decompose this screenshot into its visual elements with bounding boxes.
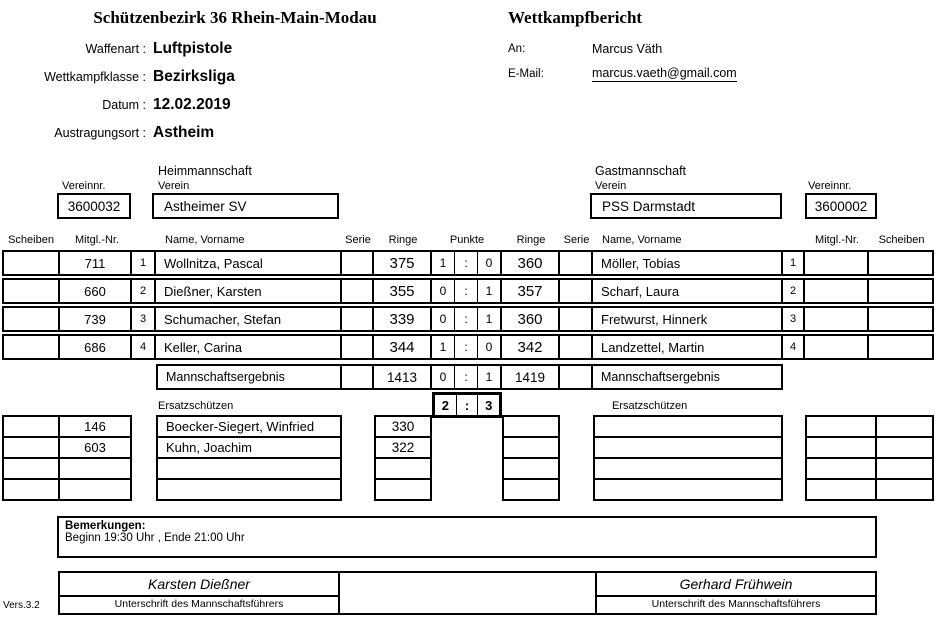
col-guest-mitgl: Mitgl.-Nr. [815,234,859,246]
punkte-separator: : [454,308,477,330]
punkte-cell [430,306,502,332]
guest-sub-id-table [805,415,934,501]
home-position: 3 [130,306,156,332]
guest-substitutes-label: Ersatzschützen [612,400,688,412]
sub-row [2,415,132,438]
sub-name-cell [593,478,783,501]
match-row-4 [2,334,934,360]
sub-member-no [58,457,132,480]
sub-scheiben-cell [875,478,934,501]
home-signature-box [58,571,340,615]
home-sub-ringe-table [374,415,432,501]
punkte-cell [430,334,502,360]
field-waffenart [0,38,232,60]
home-signature-caption: Unterschrift des Mannschaftsführers [60,595,338,613]
home-result-ringe: 1413 [372,364,432,390]
sub-name-cell [593,415,783,438]
punkte-separator: : [454,280,477,302]
match-row-1 [2,250,934,276]
home-serie-cell [340,334,374,360]
guest-scheiben-cell [867,306,934,332]
sub-member-cell [805,478,877,501]
home-ringe: 355 [372,278,432,304]
punkte-guest: 1 [477,280,500,302]
guest-vereinnr-label: Vereinnr. [808,180,852,192]
home-position: 1 [130,250,156,276]
punkte-cell [430,278,502,304]
team-result-row [156,364,783,390]
sub-ringe [374,478,432,501]
home-signature-name: Karsten Dießner [148,576,250,592]
sub-row [2,478,132,501]
remarks-box [57,516,877,558]
total-home: 2 [441,397,449,413]
guest-serie-cell [558,334,593,360]
punkte-separator: : [454,252,477,274]
guest-scheiben-cell [867,334,934,360]
home-result-label: Mannschaftsergebnis [156,364,342,390]
home-result-serie-cell [340,364,374,390]
col-guest-name: Name, Vorname [602,234,682,246]
datum-label: Datum : [102,98,146,112]
total-separator: : [456,395,478,415]
guest-section-label: Gastmannschaft [595,164,687,178]
home-ringe: 339 [372,306,432,332]
sub-ringe: 330 [374,415,432,438]
sub-ringe [374,457,432,480]
match-row-2 [2,278,934,304]
home-scheiben-cell [2,334,60,360]
guest-result-serie-cell [558,364,593,390]
field-wettkampfklasse [0,66,235,88]
sub-row [2,436,132,459]
total-score-box [432,392,502,418]
wettkampfklasse-value: Bezirksliga [153,68,235,85]
col-home-ringe: Ringe [388,234,418,246]
result-punkte-guest: 1 [477,366,500,388]
austragungsort-value: Astheim [153,124,215,141]
an-value: Marcus Väth [592,42,663,56]
guest-position: 4 [781,334,805,360]
sub-name-cell [593,457,783,480]
home-verein-box: Astheimer SV [152,193,339,219]
guest-shooter-name: Scharf, Laura [591,278,783,304]
home-serie-cell [340,306,374,332]
guest-member-cell [803,306,869,332]
guest-position: 2 [781,278,805,304]
home-verein-label: Verein [158,180,190,192]
sub-member-cell [805,415,877,438]
col-guest-ringe: Ringe [516,234,546,246]
sub-member-no: 146 [58,415,132,438]
sub-name-cell [593,436,783,459]
home-ringe: 375 [372,250,432,276]
guest-member-cell [803,250,869,276]
home-shooter-name: Keller, Carina [154,334,342,360]
sub-scheiben-cell [875,457,934,480]
sub-ringe-cell [502,478,560,501]
home-member-no: 686 [58,334,132,360]
punkte-cell [430,250,502,276]
remarks-label: Bemerkungen: [65,520,146,532]
guest-position: 3 [781,306,805,332]
home-member-no: 739 [58,306,132,332]
punkte-home: 1 [439,256,447,270]
col-home-serie: Serie [345,234,371,246]
punkte-home: 1 [439,340,447,354]
waffenart-value: Luftpistole [153,40,233,57]
result-punkte-home: 0 [439,370,447,384]
home-position: 2 [130,278,156,304]
sub-scheiben-cell [2,457,60,480]
col-punkte: Punkte [449,234,485,246]
home-vereinnr-label: Vereinnr. [62,180,106,192]
punkte-separator: : [454,336,477,358]
datum-value: 12.02.2019 [153,96,231,113]
total-guest: 3 [477,395,499,415]
guest-shooter-name: Landzettel, Martin [591,334,783,360]
guest-verein-label: Verein [595,180,627,192]
col-guest-scheiben: Scheiben [878,234,925,246]
guest-ringe: 360 [500,250,560,276]
an-label: An: [508,43,526,55]
guest-signature-box [595,571,877,615]
guest-scheiben-cell [867,250,934,276]
guest-result-label: Mannschaftsergebnis [591,364,783,390]
guest-shooter-name: Möller, Tobias [591,250,783,276]
guest-verein-box: PSS Darmstadt [590,193,782,219]
home-scheiben-cell [2,250,60,276]
email-label: E-Mail: [508,68,544,80]
guest-result-ringe: 1419 [500,364,560,390]
home-scheiben-cell [2,306,60,332]
sub-member-no [58,478,132,501]
guest-scheiben-cell [867,278,934,304]
email-link[interactable]: marcus.vaeth@gmail.com [592,66,737,80]
punkte-home: 0 [439,284,447,298]
field-datum [0,94,231,116]
sub-member-cell [805,436,877,459]
home-vereinnr-box: 3600032 [57,193,131,219]
home-member-no: 711 [58,250,132,276]
report-title: Wettkampfbericht [508,8,643,27]
sub-member-cell [805,457,877,480]
match-row-3 [2,306,934,332]
home-position: 4 [130,334,156,360]
sub-ringe-cell [502,457,560,480]
guest-ringe: 342 [500,334,560,360]
home-sub-id-table [2,415,132,501]
punkte-guest: 0 [477,336,500,358]
result-punkte-separator: : [454,366,477,388]
home-serie-cell [340,250,374,276]
guest-signature-caption: Unterschrift des Mannschaftsführers [597,595,875,613]
sub-name: Kuhn, Joachim [156,436,342,459]
guest-vereinnr-box: 3600002 [805,193,877,219]
home-shooter-name: Dießner, Karsten [154,278,342,304]
home-serie-cell [340,278,374,304]
home-scheiben-cell [2,278,60,304]
remarks-text: Beginn 19:30 Uhr , Ende 21:00 Uhr [65,532,245,544]
result-punkte-cell [430,364,502,390]
version-label: Vers.3.2 [3,600,40,611]
home-shooter-name: Wollnitza, Pascal [154,250,342,276]
col-home-mitgl: Mitgl.-Nr. [75,234,119,246]
sub-ringe-cell [502,436,560,459]
col-home-scheiben: Scheiben [8,234,54,246]
sub-ringe: 322 [374,436,432,459]
org-title: Schützenbezirk 36 Rhein-Main-Modau [93,8,377,27]
wettkampfklasse-label: Wettkampfklasse : [44,70,146,84]
sub-scheiben-cell [875,436,934,459]
field-austragungsort [0,122,214,144]
sub-name [156,478,342,501]
guest-position: 1 [781,250,805,276]
sub-scheiben-cell [2,478,60,501]
sub-scheiben-cell [2,436,60,459]
sub-name: Boecker-Siegert, Winfried [156,415,342,438]
guest-member-cell [803,334,869,360]
home-shooter-name: Schumacher, Stefan [154,306,342,332]
guest-member-cell [803,278,869,304]
home-member-no: 660 [58,278,132,304]
sub-scheiben-cell [875,415,934,438]
home-section-label: Heimmannschaft [158,164,252,178]
punkte-guest: 0 [477,252,500,274]
waffenart-label: Waffenart : [85,42,146,56]
guest-sub-name-table [593,415,783,501]
punkte-guest: 1 [477,308,500,330]
guest-shooter-name: Fretwurst, Hinnerk [591,306,783,332]
guest-ringe: 360 [500,306,560,332]
sub-ringe-cell [502,415,560,438]
home-sub-name-table [156,415,342,501]
guest-signature-name: Gerhard Frühwein [679,576,793,592]
col-guest-serie: Serie [563,234,590,246]
guest-sub-ringe-table [502,415,560,501]
guest-ringe: 357 [500,278,560,304]
austragungsort-label: Austragungsort : [54,126,146,140]
guest-serie-cell [558,250,593,276]
sub-member-no: 603 [58,436,132,459]
middle-empty-box [338,571,597,615]
punkte-home: 0 [439,312,447,326]
guest-serie-cell [558,306,593,332]
col-home-name: Name, Vorname [165,234,245,246]
home-ringe: 344 [372,334,432,360]
sub-row [2,457,132,480]
sub-name [156,457,342,480]
sub-scheiben-cell [2,415,60,438]
home-substitutes-label: Ersatzschützen [158,400,234,412]
guest-serie-cell [558,278,593,304]
